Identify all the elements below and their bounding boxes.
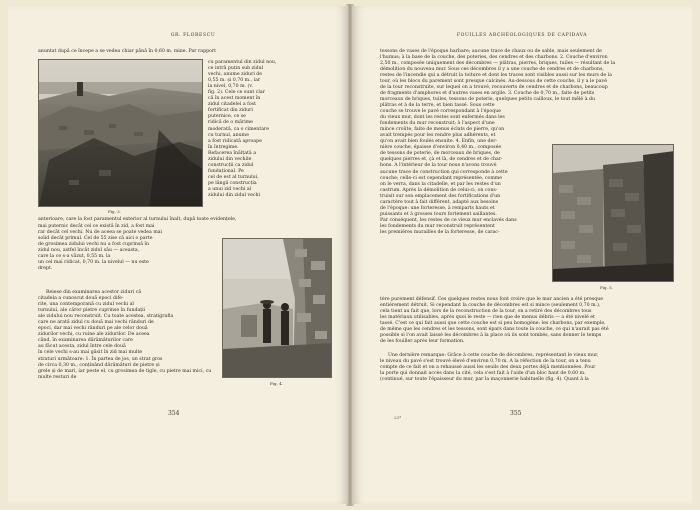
body-line: les premières murailles de la forteresse, de carac- — [380, 229, 500, 235]
side-line: cu paramentul din zidul nou, — [208, 60, 277, 65]
body-line: le niveau du pavé s'est trouvé élevé d'environ 0,70 m. A la réfection de la tour, on a tenu — [380, 359, 591, 365]
side-line: fortificat din ziduri — [208, 108, 253, 114]
left-side-column — [208, 60, 328, 199]
side-line: fig. 2). Cele ce sunt clar — [208, 90, 265, 96]
left-body-column-2 — [38, 290, 196, 369]
body-line: tour, où les blocs du parement sont presque calcinés. Au-dessous de cette couche, il y a le pavé — [380, 79, 608, 85]
side-line: Refacerea înălțată a — [208, 150, 256, 156]
body-line: de même que les cendres et les tessons, sont épars dans toute la couche, ce qui n'aurait pas été — [380, 327, 609, 333]
body-line: bons. A l'intérieur de la tour nous n'avons trouvé — [380, 163, 497, 169]
body-line: straturi următoare: 1. În partea de jos, un strat gros — [38, 356, 163, 362]
left-body-column — [38, 224, 196, 272]
body-line: démolition du nouveau mur. Sous ces décombres il y a une couche de cendres et de charbons, — [380, 67, 604, 73]
body-line: cela tient au fait que, lors de la reconstruction de la tour, on a retiré des décombres tous — [380, 309, 592, 315]
side-line: ce intră puțin sub zidul — [208, 66, 264, 72]
body-line: tassé. C'est ce qui fait aussi que cette couche est si peu homogène: les charbons, par exemple, — [380, 321, 606, 327]
left-first-line — [38, 49, 328, 55]
side-line: moderată, ca o cimentare — [208, 126, 270, 132]
left-body-column-3 — [38, 369, 218, 381]
right-final-paragraph — [380, 353, 670, 383]
body-line: 2,50 m., composée uniquement des décombres — plâtras, pierres, briques, tuiles — résultant de la — [380, 61, 616, 67]
figure-5-photo — [552, 144, 674, 282]
left-page — [8, 6, 348, 504]
side-line: vechi, anume ziduri de — [208, 72, 263, 78]
figure-4-caption: Fig. 4. — [270, 381, 283, 386]
body-line: la porte qui donnait accès dans la cité, cela s'est fait à l'aide d'un bloc haut de 0,60 m. — [380, 371, 586, 377]
body-line: anterioare, care la fost paramentul exterior al turnului înalt, după toate evidențele, — [38, 217, 237, 222]
body-line: plâtras et à de la terre, et bien tassé. Sous cette — [380, 103, 495, 108]
body-line: avait trempés pour les rendre plus adhérents, et — [380, 133, 496, 139]
signature-mark: 23* — [394, 415, 402, 420]
body-line: morceaux de briques, tuiles, tessons de poterie, quelques petits cailloux, le tout mêlé à du — [380, 97, 595, 103]
right-page-number: 355 — [510, 410, 522, 417]
body-line: castrum. Après la démolition de celui-ci, on cons- — [380, 187, 498, 193]
body-line: entièrement détruit. Si cependant la couche de décombres est si mince (seulement 0,70 m.), — [380, 303, 601, 309]
side-line: zidului din zidul vechi — [208, 193, 261, 199]
side-line: 0,55 m. și 0,70 m., iar — [208, 78, 261, 84]
side-line: cel de est al turnului, — [208, 174, 259, 180]
right-body-column — [380, 103, 550, 236]
figure-3-caption: Fig. 3. — [108, 209, 121, 214]
side-line: la nivel, 0,70 m. (v. — [208, 84, 253, 90]
right-body-bottom — [380, 297, 670, 345]
side-line: cu turnul, anume — [208, 132, 249, 138]
right-page — [352, 6, 692, 504]
body-line: puissants et à grosses tours fortement saillantes. — [380, 211, 497, 217]
side-line: în întregime. — [208, 144, 239, 150]
left-page-number: 354 — [168, 410, 180, 417]
body-line: un cel mai ridicat, 0,70 m. la nivelul — nu este — [38, 260, 149, 266]
body-line: epoci, dar mai vechi rânduri pe ale celor două — [38, 326, 148, 332]
body-line: qu'on avait bien foulés ensuite. 4. Enfin, une der- — [380, 139, 498, 145]
figure-5-caption: Fig. 5. — [600, 285, 613, 290]
side-line: ridică de o mărime — [208, 120, 253, 126]
body-line: de la tour reconstruite, sur lequel on a trouvé, recouverts de cendres et de charbons, beaucoup — [380, 85, 608, 91]
body-line: rar decât cel vechi. Nu de aceea se poate vedea mai — [38, 230, 163, 236]
body-line: on le verra, dans la citadelle, et par les restes d'un — [380, 181, 501, 187]
body-line: grele și de mari, iar peste el, cu grosimea de tigle, cu pietre mai mici, cu multe resturi de — [38, 369, 212, 381]
body-line: nière couche, épaisse d'environ 0,40 m., composée — [380, 145, 502, 151]
figure-5-image — [553, 145, 674, 282]
body-line: fondements du mur reconstruit; à l'aspect d'une — [380, 121, 495, 127]
body-line: couche; celle-ci est cependant représentée, comme — [380, 175, 503, 181]
body-line: quelques pierres et, çà et là, de cendres et de char- — [380, 157, 503, 163]
body-line: rite, una contemporană cu zidul vechi al — [38, 302, 134, 308]
body-line: les matériaux utilisables, après quoi le reste — rien que de menus débris — a été nivelé et — [380, 315, 595, 321]
body-line: solid decât primul. Cel de 55 zise că aici o parte — [38, 236, 153, 242]
body-line: care ne arată zidul cu două mai vechi rânduri de — [38, 320, 154, 326]
right-body-top — [380, 49, 670, 103]
body-line: de les fouiller après leur formation. — [380, 339, 465, 345]
body-line: drept. — [38, 266, 53, 272]
body-line: de grosimea zidului vechi nu a fost cuprinsă în — [38, 242, 150, 248]
body-line: de tessons de poterie, de morceaux de briques, de — [380, 151, 500, 157]
left-first-line-text: anuntat după ce începe a se vedea chiar până în 0,60 m. mine. Par rapport — [38, 49, 217, 54]
body-line: ale zidului nou reconstruit. Cu toate acestea, stratigrafia — [38, 314, 174, 320]
body-line: turnului, ale căror pietre cuprinse în fundații — [38, 308, 146, 314]
side-line: pe lângă construcția — [208, 180, 257, 186]
body-line: zidul nou, astfel încât zidul său — aceasta, — [38, 248, 140, 254]
body-line: aucune trace de construction qui corresponde à cette — [380, 169, 508, 175]
body-line: zidurilor vechi, cu ruine ale zidurilor. De aceea — [38, 332, 150, 338]
body-line: possible si l'on avait laissé les décombres à la place où ils sont tombés, sans donner le temps — [380, 333, 602, 339]
side-line: zidul citadelei a fost — [208, 102, 256, 108]
body-line: Reiese din examinarea acestor ziduri că — [46, 290, 142, 295]
side-line: a fost ridicată aproape — [208, 138, 262, 144]
left-body-top — [38, 217, 328, 223]
body-line: truisit sur son emplacement des fortifications d'un — [380, 193, 501, 199]
body-line: au făcut acesta, zidul între cele două — [38, 344, 126, 350]
body-line: caractère tout à fait différent, adapté aux besoins — [380, 199, 499, 205]
body-line: l'humus; à la base de la couche, des poteries, des cendres et des charbons. 2. Couche d'environ — [380, 55, 608, 61]
left-running-head: GR. FLORESCU — [170, 33, 216, 38]
figure-4-image — [223, 239, 332, 378]
side-line: construcții ca zidul — [208, 162, 254, 168]
figure-3-image — [39, 60, 203, 207]
body-line: citadela a cunoscut două epoci dife- — [38, 296, 124, 302]
body-line: tère purement défensif. Ces quelques restes nous font croire que le mur ancien a été presque — [380, 297, 604, 302]
body-line: les fondements du mur reconstruit représentent — [380, 223, 495, 229]
body-line: tessons de vases de l'époque barbare; aucune trace de chaux ou de sable, mais seulement de — [380, 49, 602, 54]
body-line: mince croûte, faite de menus éclats de pierre, qu'on — [380, 127, 505, 133]
body-line: de circa 0,30 m., conținând dărâmături de pietre și — [38, 362, 160, 368]
body-line: Une dernière remarque: Grâce à cette couche de décombres, représentant le vieux mur, — [388, 353, 599, 358]
figure-4-photo — [222, 238, 332, 378]
right-running-head: FOUILLES ARCHÉOLOGIQUES DE CAPIDAVA — [456, 33, 588, 38]
body-line: de fragments d'amphores et d'autres vases en argile. 3. Couche de 0,70 m., faite de petits — [380, 91, 595, 97]
body-line: de l'époque: une forteresse, à remparts hauts et — [380, 205, 495, 211]
body-line: du vieux mur, dont les restes sont enfermés dans les — [380, 115, 505, 121]
side-line: a unui zid vechi al — [208, 186, 252, 192]
side-line: fundațional. Pe — [208, 168, 244, 174]
body-line: în cele vechi s-au mai găsit în zid mai multe — [38, 350, 143, 356]
body-line: când, în examinarea dărâmăturilor care — [38, 338, 133, 344]
body-line: mai puternic decât cel ce există în zid, a fost mai — [38, 224, 155, 229]
side-line: zidului din vechile — [208, 156, 252, 162]
body-line: restes de l'incendie qui a détruit la toiture et dont les traces sont visibles aussi sur les murs de la — [380, 73, 612, 79]
body-line: couche se trouve le pavé correspondant à l'époque — [380, 109, 501, 115]
body-line: compte de ce fait et on a rehaussé aussi les seuils des deux portes déjà mentionnées. Pour — [380, 365, 596, 371]
body-line: (continué, sur toute l'épaisseur du mur, par la maçonnerie habituelle (fig. 4). Quant à la — [380, 377, 589, 383]
body-line: care la ce s-a văzut, 0,55 m. la — [38, 254, 111, 260]
body-line: Par conséquent, les restes de ce vieux mur enclavés dans — [380, 217, 517, 223]
side-line: puternice, ce se — [208, 114, 246, 120]
side-line: că în acest moment în — [208, 96, 261, 102]
figure-3-photo — [38, 59, 203, 207]
